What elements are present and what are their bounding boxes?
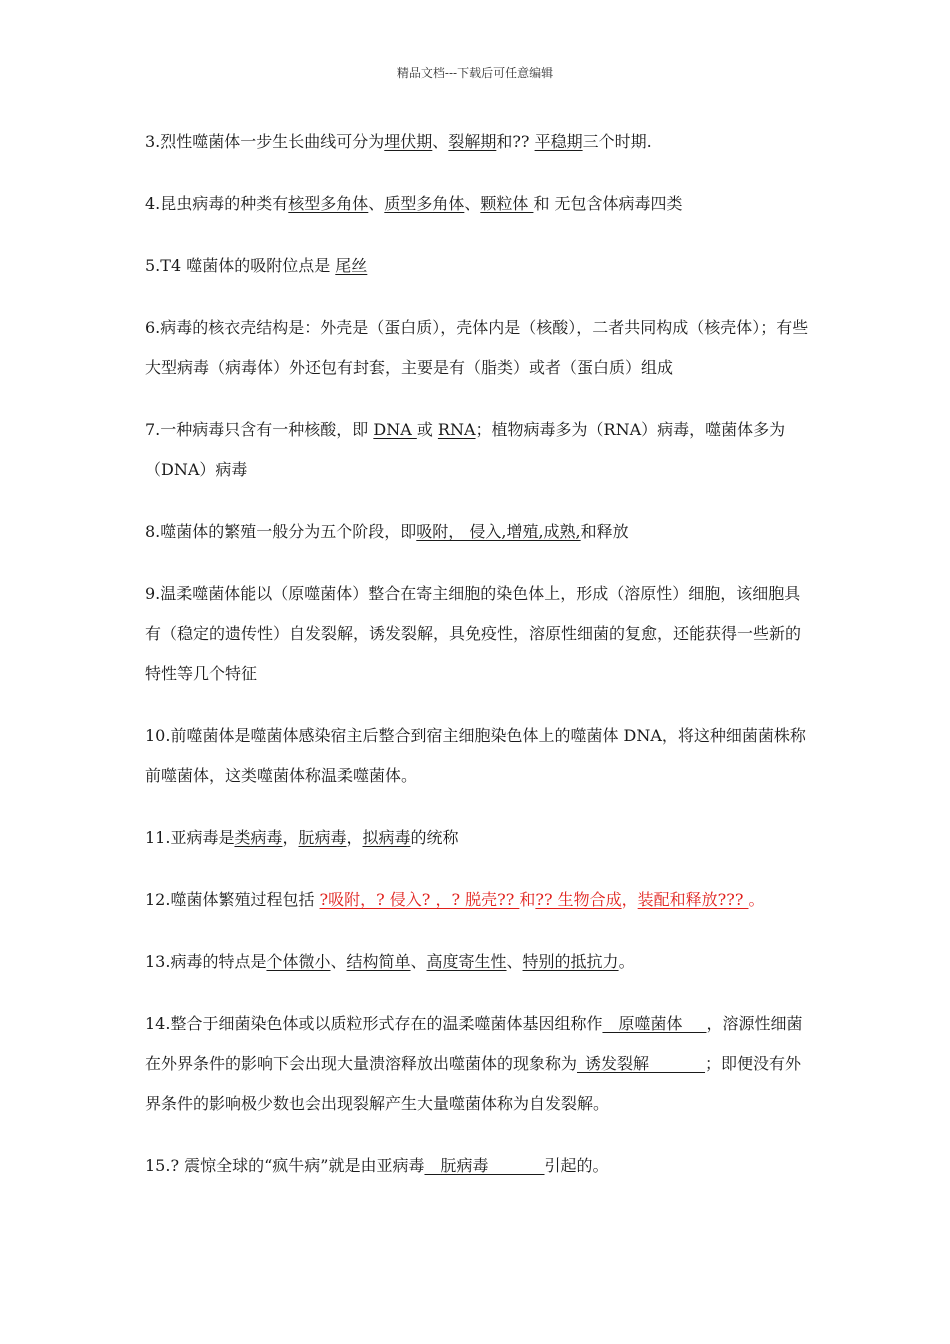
question-text: 4.昆虫病毒的种类有 <box>145 194 289 213</box>
question-text: 14.整合于细菌染色体或以质粒形式存在的温柔噬菌体基因组称作 <box>145 1014 603 1033</box>
question-text: 12.噬菌体繁殖过程包括 <box>145 890 320 909</box>
answer-blank: 埋伏期 <box>384 132 433 151</box>
question-item <box>145 1004 810 1124</box>
answer-blank: 朊病毒 <box>298 828 347 847</box>
answer-blank: __朊病毒_______ <box>424 1156 545 1175</box>
answer-blank: 个体微小 <box>266 952 331 971</box>
question-text: 13.病毒的特点是 <box>145 952 267 971</box>
question-text: 15.? 震惊全球的“疯牛病”就是由亚病毒 <box>145 1156 425 1175</box>
answer-blank: 质型多角体 <box>384 194 465 213</box>
question-text: 8.噬菌体的繁殖一般分为五个阶段，即 <box>145 522 417 541</box>
question-text: 和 无包含体病毒四类 <box>533 194 683 213</box>
question-text: ， <box>346 828 363 847</box>
answer-blank: RNA <box>437 420 476 439</box>
question-item <box>145 308 810 388</box>
question-text: 7.一种病毒只含有一种核酸，即 <box>145 420 374 439</box>
question-item <box>145 122 810 162</box>
answer-blank: 装配和释放??? <box>637 890 749 909</box>
question-text: 5.T4 噬菌体的吸附位点是 <box>145 256 336 275</box>
question-text: 3.烈性噬菌体一步生长曲线可分为 <box>145 132 385 151</box>
question-text: 、 <box>368 194 385 213</box>
question-item <box>145 818 810 858</box>
question-text: 的统称 <box>410 828 459 847</box>
answer-blank: 平稳期 <box>534 132 583 151</box>
question-text: 三个时期. <box>582 132 652 151</box>
question-text: 和?? <box>496 132 535 151</box>
answer-blank: 拟病毒 <box>362 828 411 847</box>
question-text: ；植物病毒多为（RNA）病毒，噬菌体多为（DNA）病毒 <box>145 420 786 479</box>
page-header: 精品文档---下载后可任意编辑 <box>396 66 554 80</box>
question-text: 6.病毒的核衣壳结构是：外壳是（蛋白质），壳体内是（核酸），二者共同构成（核壳体）；有些大型病毒（病毒体）外还包有封套，主要是有（脂类）或者（蛋白质）组成 <box>145 318 809 377</box>
question-item <box>145 716 810 796</box>
answer-blank: 特别的抵抗力 <box>522 952 619 971</box>
answer-blank: 核型多角体 <box>288 194 369 213</box>
question-item <box>145 184 810 224</box>
answer-blank: 吸附， 侵入,增殖,成熟, <box>416 522 581 541</box>
question-text: 和 <box>519 890 536 909</box>
answer-blank: 类病毒 <box>234 828 283 847</box>
question-text: ；即便没有外界条件的影响极少数也会出现裂解产生大量噬菌体称为自发裂解。 <box>145 1054 802 1113</box>
question-text: 、 <box>432 132 449 151</box>
question-item <box>145 246 810 286</box>
answer-blank: 高度寄生性 <box>426 952 507 971</box>
question-text: 11.亚病毒是 <box>145 828 235 847</box>
answer-blank: _诱发裂解_______ <box>577 1054 706 1073</box>
answer-blank: DNA <box>373 420 417 439</box>
question-text: 9.温柔噬菌体能以（原噬菌体）整合在寄主细胞的染色体上，形成（溶原性）细胞，该细胞具有（稳定的遗传性）自发裂解，诱发裂解，具免疫性，溶原性细菌的复愈，还能获得一些新的特性等几个特征 <box>145 584 802 683</box>
question-text: 10.前噬菌体是噬菌体感染宿主后整合到宿主细胞染色体上的噬菌体 DNA，将这种细菌菌株称前噬菌体，这类噬菌体称温柔噬菌体。 <box>145 726 806 785</box>
question-item <box>145 410 810 490</box>
document-body <box>145 122 810 1208</box>
answer-blank: __原噬菌体___ <box>602 1014 707 1033</box>
question-text: 、 <box>506 952 523 971</box>
question-text: ， <box>282 828 299 847</box>
question-text: ， <box>621 890 638 909</box>
question-text: 或 <box>416 420 438 439</box>
question-text: 和释放 <box>580 522 629 541</box>
answer-blank: ?吸附，? 侵入? ，? 脱壳?? <box>319 890 520 909</box>
question-item <box>145 512 810 552</box>
question-text: 引起的。 <box>544 1156 609 1175</box>
question-text: ，溶源性细菌在外界条件的影响下会出现大量溃溶释放出噬菌体的现象称为 <box>145 1014 803 1073</box>
answer-blank: 裂解期 <box>448 132 497 151</box>
question-text: 。 <box>748 890 765 909</box>
question-text: 。 <box>618 952 635 971</box>
question-text: 、 <box>464 194 481 213</box>
question-item <box>145 1146 810 1186</box>
answer-blank: 颗粒体 <box>480 194 534 213</box>
answer-blank: 尾丝 <box>335 256 368 275</box>
answer-blank: ?? 生物合成 <box>535 890 622 909</box>
question-item <box>145 880 810 920</box>
question-text: 、 <box>330 952 347 971</box>
answer-blank: 结构简单 <box>346 952 411 971</box>
question-item <box>145 574 810 694</box>
question-text: 、 <box>410 952 427 971</box>
question-item <box>145 942 810 982</box>
